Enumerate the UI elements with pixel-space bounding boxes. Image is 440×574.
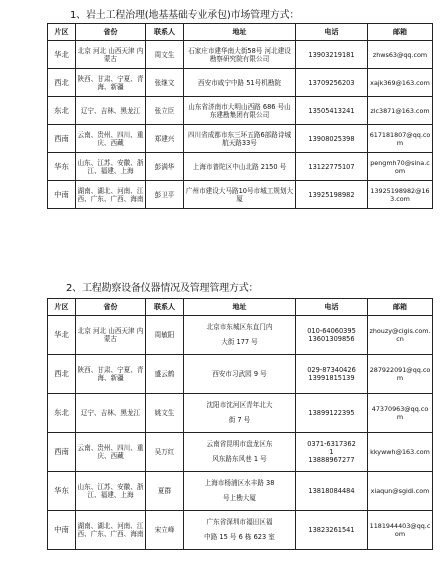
phone-cell: 13823261541 (296, 511, 368, 550)
province-cell: 北京 河北 山西天津 内蒙古 (76, 41, 146, 69)
email-cell: zhouzy@cigis.com.cn (368, 316, 433, 355)
phone-cell: 13122775107 (296, 153, 368, 181)
phone-cell: 13908025398 (296, 125, 368, 153)
phone-cell: 13925198982 (296, 181, 368, 209)
section2-title: 2、工程勘察设备仪器情况及管理管理方式： (66, 283, 259, 294)
header-region: 片区 (48, 299, 76, 316)
table-row (48, 433, 433, 472)
contact-cell: 周文生 (146, 41, 184, 69)
email-cell: 1181944403@qq.com (368, 511, 433, 550)
address-line: 大街 177 号 (221, 338, 258, 346)
market-management-table (47, 23, 433, 209)
address-cell (184, 316, 296, 355)
region-cell: 西北 (48, 69, 76, 97)
table-row (48, 41, 433, 69)
address-line: 号上勘大厦 (223, 494, 256, 502)
province-cell: 湖南、湖北、河南、江西、广东、广西、海南 (76, 181, 146, 209)
phone-cell: 029-87340426 13991815139 (296, 355, 368, 394)
email-cell: xiaqun@sgidi.com (368, 472, 433, 511)
contact-cell: 周敏阳 (146, 316, 184, 355)
address-cell (184, 472, 296, 511)
province-cell: 山东、江苏、安徽、浙江、福建、上海 (76, 153, 146, 181)
address-cell: 石家庄市建华南大街58号 河北建设勘察研究院有限公司 (184, 41, 296, 69)
phone-cell: 13505413241 (296, 97, 368, 125)
address-cell: 上海市普陀区中山北路 2150 号 (184, 153, 296, 181)
address-line: 中路 15 号 6 栋 623 室 (204, 533, 275, 541)
table-row (48, 472, 433, 511)
email-cell: 47370963@qq.com (368, 394, 433, 433)
province-cell: 辽宁、吉林、黑龙江 (76, 394, 146, 433)
table-row (48, 355, 433, 394)
contact-cell: 郑建兴 (146, 125, 184, 153)
region-cell: 西南 (48, 433, 76, 472)
region-cell: 东北 (48, 97, 76, 125)
address-cell: 四川省成都市东三环五路6部路诗城航天路33号 (184, 125, 296, 153)
contact-cell: 彭卫平 (146, 181, 184, 209)
province-cell: 北京 河北 山西天津 内蒙古 (76, 316, 146, 355)
phone-cell: 13709256203 (296, 69, 368, 97)
phone-cell: 13818084484 (296, 472, 368, 511)
email-cell: zlc3871@163.com (368, 97, 433, 125)
header-region: 片区 (48, 24, 76, 41)
table-header-row (48, 299, 433, 316)
header-province: 省份 (76, 299, 146, 316)
table-row (48, 97, 433, 125)
header-address: 地址 (184, 24, 296, 41)
email-cell: kkywwh@163.com (368, 433, 433, 472)
contact-cell: 宋立峰 (146, 511, 184, 550)
region-cell: 西南 (48, 125, 76, 153)
address-cell (184, 355, 296, 394)
region-cell: 西北 (48, 355, 76, 394)
contact-cell: 张继文 (146, 69, 184, 97)
province-cell: 山东、江苏、安徽、浙江、福建、上海 (76, 472, 146, 511)
table-header-row (48, 24, 433, 41)
contact-cell: 盛云鹤 (146, 355, 184, 394)
email-cell: zhws63@qq.com (368, 41, 433, 69)
address-line: 沈阳市沈河区青年北大 (206, 401, 273, 409)
province-cell: 陕西、甘肃、宁夏、青海、新疆 (76, 355, 146, 394)
table-row (48, 125, 433, 153)
phone-cell: 13903219181 (296, 41, 368, 69)
address-cell (184, 433, 296, 472)
province-cell: 湖南、湖北、河南、江西、广东、广西、海南 (76, 511, 146, 550)
header-address: 地址 (184, 299, 296, 316)
header-email: 邮箱 (368, 299, 433, 316)
table-row (48, 181, 433, 209)
email-cell: xajk369@163.com (368, 69, 433, 97)
header-phone: 电话 (296, 299, 368, 316)
address-line: 上海市杨浦区水丰路 38 (204, 479, 275, 487)
contact-cell: 彭满华 (146, 153, 184, 181)
phone-cell: 13899122395 (296, 394, 368, 433)
address-line: 广东省深圳市福田区福 (206, 518, 273, 526)
header-contact: 联系人 (146, 299, 184, 316)
address-cell: 西安市咸宁中路 51号机勘院 (184, 69, 296, 97)
table-row (48, 153, 433, 181)
email-cell: pengmh70@sina.com (368, 153, 433, 181)
region-cell: 中南 (48, 181, 76, 209)
address-line: 北京市东城区东直门内 (206, 323, 273, 331)
table-row (48, 316, 433, 355)
header-email: 邮箱 (368, 24, 433, 41)
contact-cell: 夏群 (146, 472, 184, 511)
section1-title: 1、岩土工程治理(地基基础专业承包)市场管理方式： (70, 10, 300, 21)
contact-cell: 姚文生 (146, 394, 184, 433)
header-province: 省份 (76, 24, 146, 41)
address-line: 云南省昆明市盘龙区东 (206, 440, 273, 448)
email-cell: 617181807@qq.com (368, 125, 433, 153)
province-cell: 云南、贵州、四川、重庆、西藏 (76, 125, 146, 153)
region-cell: 华北 (48, 316, 76, 355)
province-cell: 云南、贵州、四川、重庆、西藏 (76, 433, 146, 472)
region-cell: 华东 (48, 472, 76, 511)
region-cell: 华北 (48, 41, 76, 69)
address-cell: 山东省济南市大明山西路 686 号山东建勘集团有限公司 (184, 97, 296, 125)
table-row (48, 69, 433, 97)
address-line: 西安市习武园 9 号 (212, 369, 267, 378)
address-cell (184, 394, 296, 433)
header-phone: 电话 (296, 24, 368, 41)
contact-cell: 张立臣 (146, 97, 184, 125)
province-cell: 陕西、甘肃、宁夏、青海、新疆 (76, 69, 146, 97)
phone-cell: 010-64060395 13601309856 (296, 316, 368, 355)
address-cell: 广州市建设大马路10号市城工规划大厦 (184, 181, 296, 209)
address-line: 街 7 号 (228, 416, 251, 424)
header-contact: 联系人 (146, 24, 184, 41)
contact-cell: 吴万红 (146, 433, 184, 472)
table-row (48, 511, 433, 550)
address-cell (184, 511, 296, 550)
email-cell: 287922091@qq.com (368, 355, 433, 394)
province-cell: 辽宁、吉林、黑龙江 (76, 97, 146, 125)
region-cell: 中南 (48, 511, 76, 550)
region-cell: 东北 (48, 394, 76, 433)
email-cell: 13925198982@163.com (368, 181, 433, 209)
address-line: 风东路东风巷 1 号 (212, 455, 267, 463)
phone-cell: 0371-6317362 1 13888967277 (296, 433, 368, 472)
region-cell: 华东 (48, 153, 76, 181)
table-row (48, 394, 433, 433)
equipment-management-table (47, 298, 433, 550)
